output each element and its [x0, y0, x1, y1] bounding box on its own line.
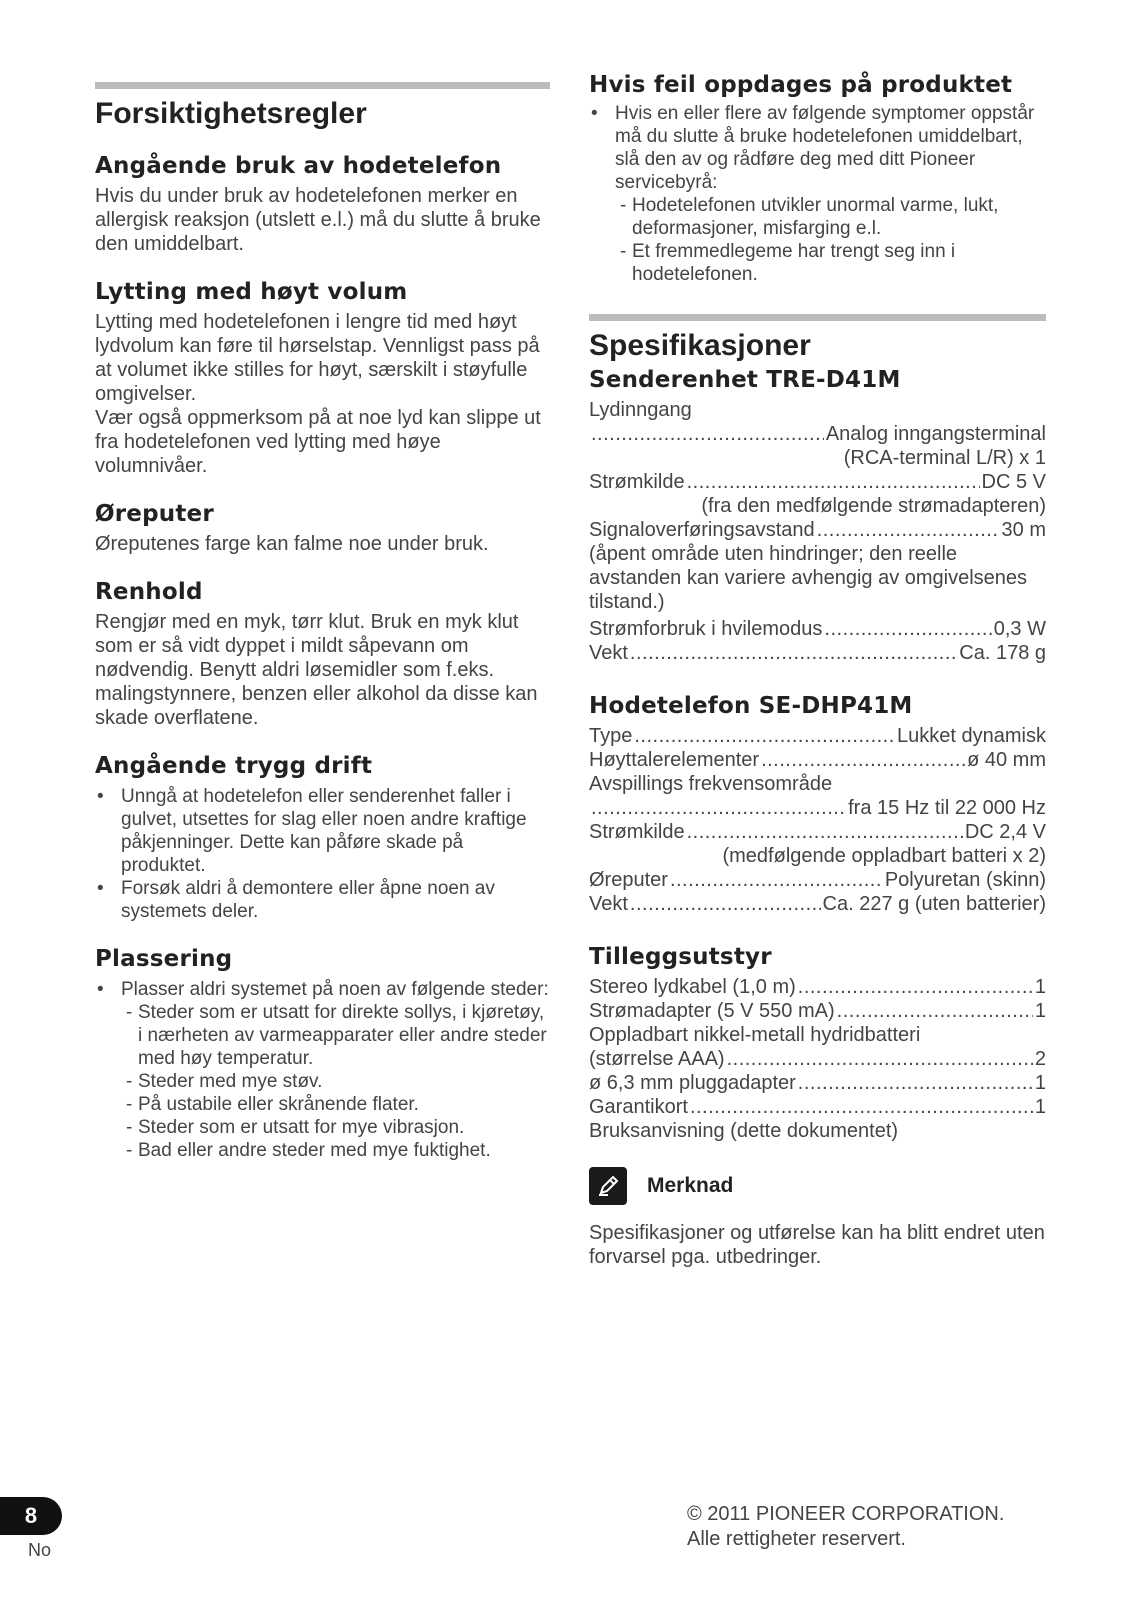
spec-label: Vekt	[589, 893, 628, 915]
spec-value: Lukket dynamisk	[897, 725, 1046, 747]
bullet-list	[95, 978, 550, 1162]
spec-row	[589, 999, 1046, 1023]
page-number: 8	[0, 1497, 62, 1535]
section-safe-operation	[95, 751, 550, 923]
section-heading: Plassering	[95, 946, 233, 972]
spec-value: 1	[1034, 976, 1046, 998]
dash-item: - Steder som er utsatt for mye vibrasjon.	[123, 1116, 550, 1139]
spec-label: Strømkilde	[589, 821, 685, 843]
spec-value: 0,3 W	[993, 618, 1046, 640]
section-usage	[95, 151, 550, 256]
leader-dots	[630, 892, 821, 916]
leader-dots	[817, 518, 1000, 542]
spec-value: 1	[1034, 1000, 1046, 1022]
spec-label: Strømadapter (5 V 550 mA)	[589, 1000, 835, 1022]
section-earpads	[95, 499, 550, 556]
leader-dots	[687, 470, 980, 494]
list-item-text: Plasser aldri systemet på noen av følgende steder:	[121, 979, 549, 1000]
spec-label: (størrelse AAA)	[589, 1048, 725, 1070]
page-title: Forsiktighetsregler	[95, 97, 367, 130]
dash-item: - På ustabile eller skrånende flater.	[123, 1093, 550, 1116]
spec-rule	[589, 314, 1046, 321]
spec-row	[589, 868, 1046, 892]
list-item	[95, 978, 550, 1162]
note-header	[589, 1167, 1046, 1205]
title-rule	[95, 82, 550, 89]
spec-row	[589, 617, 1046, 641]
page-language: No	[28, 1540, 52, 1560]
spec-label: Strømforbruk i hvilemodus	[589, 618, 823, 640]
spec-title: Spesifikasjoner	[589, 329, 811, 362]
leader-dots	[591, 422, 824, 446]
spec-subvalue: (RCA-terminal L/R) x 1	[843, 447, 1046, 469]
pencil-icon	[589, 1167, 627, 1205]
spec-row	[589, 641, 1046, 665]
list-item: • Forsøk aldri å demontere eller åpne noen av systemets deler.	[95, 877, 550, 923]
spec-row	[589, 1047, 1046, 1071]
leader-dots	[837, 999, 1033, 1023]
spec-label: Bruksanvisning (dette dokumentet)	[589, 1120, 899, 1142]
section-heading: Tilleggsutstyr	[589, 944, 772, 970]
spec-row	[589, 892, 1046, 916]
spec-row	[589, 1071, 1046, 1095]
dash-item: - Steder som er utsatt for direkte sollys, i kjøretøy, i nærheten av varmeapparater eller andre steder med høy temperatur.	[123, 1001, 550, 1070]
section-text: Vær også oppmerksom på at noe lyd kan slippe ut fra hodetelefonen ved lytting med høye volumnivåer.	[95, 407, 541, 477]
copyright-line: © 2011 PIONEER CORPORATION.	[687, 1503, 1005, 1525]
note-text: Spesifikasjoner og utførelse kan ha blitt endret uten forvarsel pga. utbedringer.	[589, 1222, 1045, 1268]
spec-value: Ca. 227 g (uten batterier)	[822, 893, 1046, 915]
spec-subvalue: (medfølgende oppladbart batteri x 2)	[722, 845, 1046, 867]
spec-value: ø 40 mm	[967, 749, 1046, 771]
list-item: • Unngå at hodetelefon eller senderenhet faller i gulvet, utsettes for slag eller noen andre kraftige påkjenninger. Dette kan påføre skade på produktet.	[95, 785, 550, 877]
section-volume	[95, 277, 550, 478]
spec-value: 1	[1034, 1072, 1046, 1094]
spec-label: Avspillings frekvensområde	[589, 773, 833, 795]
spec-row	[589, 518, 1046, 542]
spec-label: Type	[589, 725, 633, 747]
dash-item: - Bad eller andre steder med mye fuktighet.	[123, 1139, 550, 1162]
leader-dots	[824, 617, 991, 641]
spec-label: Vekt	[589, 642, 628, 664]
spec-row	[589, 470, 1046, 494]
section-heading: Hodetelefon SE-DHP41M	[589, 693, 913, 719]
copyright	[687, 1502, 1004, 1552]
section-headphone	[589, 691, 1046, 916]
spec-label: Signaloverføringsavstand	[589, 519, 815, 541]
leader-dots	[727, 1047, 1033, 1071]
spec-value: DC 2,4 V	[964, 821, 1046, 843]
copyright-line: Alle rettigheter reservert.	[687, 1528, 906, 1550]
spec-value: Analog inngangsterminal	[825, 423, 1046, 445]
dash-item: - Hodetelefonen utvikler unormal varme, lukt, deformasjoner, misfarging e.l.	[617, 194, 1046, 240]
section-transmitter	[589, 365, 1046, 665]
leader-dots	[634, 724, 895, 748]
spec-row	[589, 724, 1046, 748]
spec-row	[589, 422, 1046, 446]
spec-block	[589, 314, 1046, 1269]
bullet-list	[589, 102, 1046, 286]
leader-dots	[690, 1095, 1033, 1119]
spec-label: Øreputer	[589, 869, 668, 891]
spec-note: (åpent område uten hindringer; den reelle avstanden kan variere avhengig av omgivelsenes tilstand.)	[589, 543, 1028, 613]
section-text: Hvis du under bruk av hodetelefonen merker en allergisk reaksjon (utslett e.l.) må du slutte å bruke den umiddelbart.	[95, 185, 541, 255]
section-text: Øreputenes farge kan falme noe under bruk.	[95, 533, 489, 555]
spec-label: Strømkilde	[589, 471, 685, 493]
dash-item: - Steder med mye støv.	[123, 1070, 550, 1093]
section-heading: Øreputer	[95, 501, 214, 527]
leader-dots	[630, 641, 957, 665]
spec-value: 30 m	[1001, 519, 1046, 541]
leader-dots	[798, 975, 1033, 999]
dash-item: - Et fremmedlegeme har trengt seg inn i hodetelefonen.	[617, 240, 1046, 286]
leader-dots	[591, 796, 846, 820]
spec-label: Garantikort	[589, 1096, 688, 1118]
spec-label: ø 6,3 mm pluggadapter	[589, 1072, 796, 1094]
section-heading: Angående trygg drift	[95, 753, 373, 779]
spec-label: Stereo lydkabel (1,0 m)	[589, 976, 796, 998]
dash-list	[615, 194, 1046, 286]
spec-value: 2	[1034, 1048, 1046, 1070]
leader-dots	[670, 868, 883, 892]
dash-list	[121, 1001, 550, 1162]
spec-value: Ca. 178 g	[959, 642, 1046, 664]
section-heading: Lytting med høyt volum	[95, 279, 408, 305]
list-item-text: Hvis en eller flere av følgende symptomer oppstår må du slutte å bruke hodetelefonen umiddelbart, slå den av og rådføre deg med ditt Pioneer servicebyrå:	[615, 103, 1035, 193]
spec-label: Høyttalerelementer	[589, 749, 760, 771]
note-title: Merknad	[647, 1174, 734, 1197]
section-fault	[589, 70, 1046, 286]
leader-dots	[798, 1071, 1033, 1095]
spec-value: DC 5 V	[981, 471, 1046, 493]
section-heading: Angående bruk av hodetelefon	[95, 153, 502, 179]
spec-value: Polyuretan (skinn)	[884, 869, 1046, 891]
right-column	[589, 70, 1046, 1269]
leader-dots	[687, 820, 963, 844]
spec-row	[589, 1095, 1046, 1119]
section-placement	[95, 944, 550, 1162]
section-heading: Renhold	[95, 579, 203, 605]
section-cleaning	[95, 577, 550, 730]
section-text: Rengjør med en myk, tørr klut. Bruk en myk klut som er så vidt dyppet i mildt såpevann om nødvendig. Benytt aldri løsemidler som f.eks. malingstynnere, benzen eller alkohol da disse kan skade overflatene.	[95, 611, 538, 729]
section-heading: Hvis feil oppdages på produktet	[589, 72, 1013, 98]
bullet-list	[95, 785, 550, 923]
section-text: Lytting med hodetelefonen i lengre tid med høyt lydvolum kan føre til hørselstap. Vennligst pass på at volumet ikke stilles for høyt, særskilt i støyfulle omgivelser.	[95, 311, 540, 405]
spec-label: Oppladbart nikkel-metall hydridbatteri	[589, 1024, 921, 1046]
spec-row	[589, 748, 1046, 772]
section-heading: Senderenhet TRE-D41M	[589, 367, 901, 393]
spec-value: 1	[1034, 1096, 1046, 1118]
spec-row	[589, 796, 1046, 820]
leader-dots	[761, 748, 965, 772]
spec-row	[589, 975, 1046, 999]
left-column	[95, 82, 550, 1162]
spec-value: fra 15 Hz til 22 000 Hz	[848, 797, 1046, 819]
spec-subvalue: (fra den medfølgende strømadapteren)	[701, 495, 1046, 517]
spec-label: Lydinngang	[589, 399, 692, 421]
spec-row	[589, 820, 1046, 844]
section-accessories	[589, 942, 1046, 1143]
list-item	[589, 102, 1046, 286]
